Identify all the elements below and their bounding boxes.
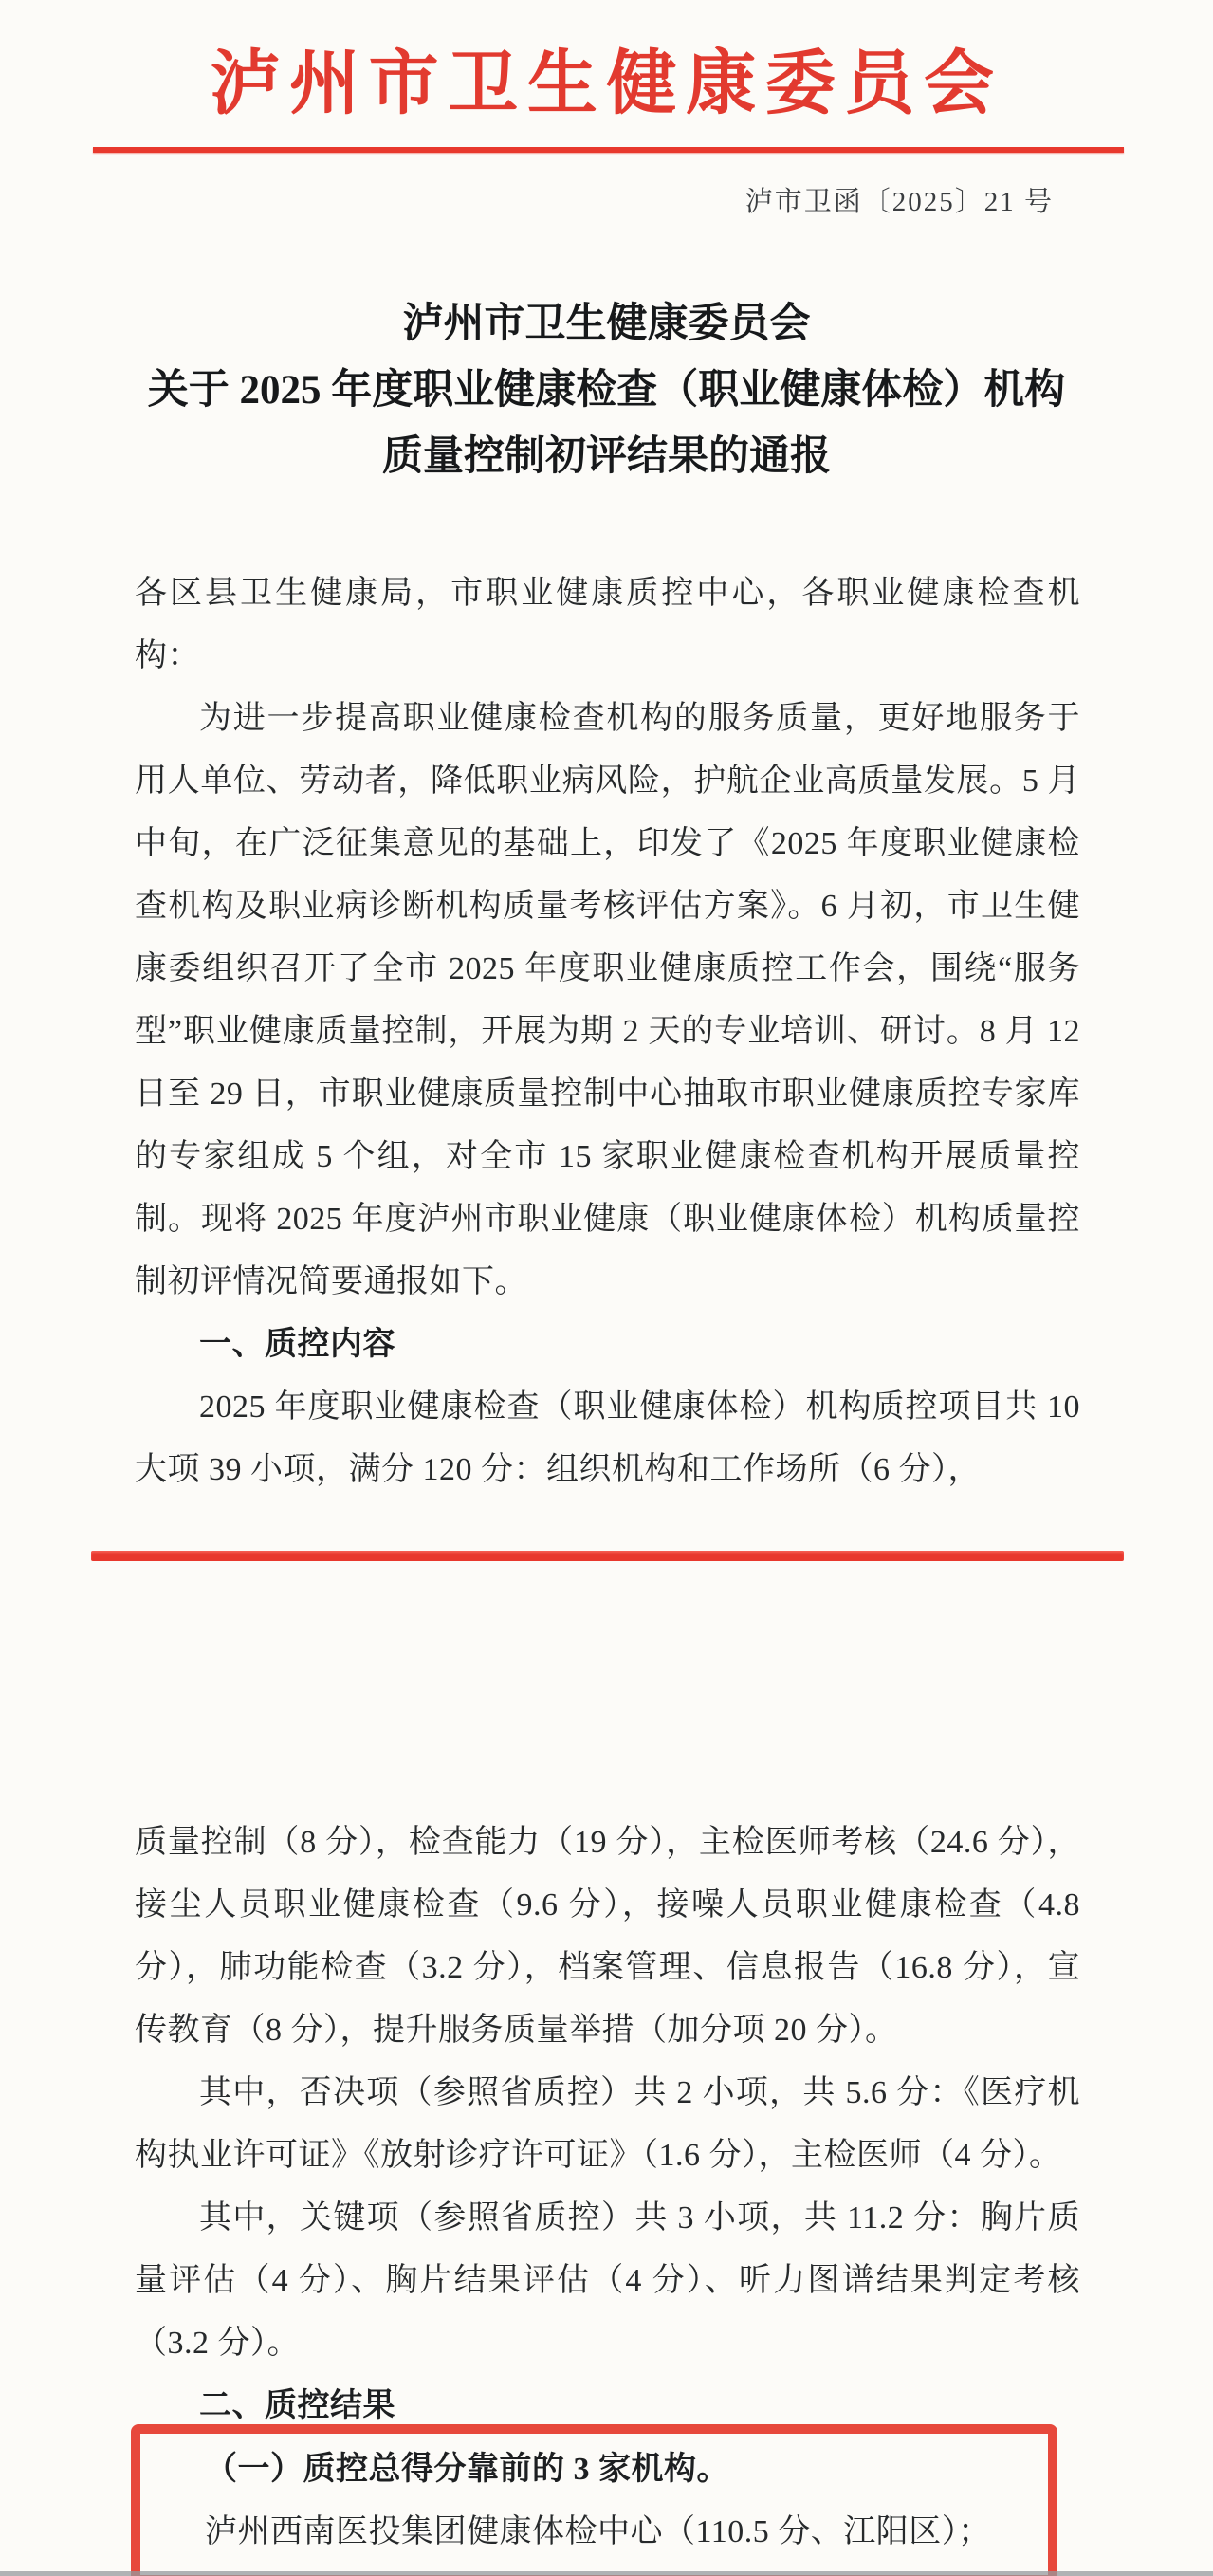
document-title-line2: 关于 2025 年度职业健康检查（职业健康体检）机构 <box>147 368 1066 413</box>
highlight-subheading: （一）质控总得分靠前的 3 家机构。 <box>205 2452 729 2487</box>
document-title-line3: 质量控制初评结果的通报 <box>382 434 831 479</box>
highlight-top-institution: 泸州西南医投集团健康体检中心（110.5 分、江阳区）； <box>205 2514 991 2549</box>
page-gap <box>0 1561 1213 1812</box>
agency-header-title: 泸州市卫生健康委员会 <box>210 46 1003 123</box>
page-break-red-rule <box>91 1551 1124 1561</box>
highlight-annotation-box <box>131 2424 1057 2576</box>
document-title-line1: 泸州市卫生健康委员会 <box>402 302 811 346</box>
paragraph-intro: 为进一步提高职业健康检查机构的服务质量，更好地服务于用人单位、劳动者，降低职业病风险，护航企业高质量发展。5 月中旬，在广泛征集意见的基础上，印发了《2025 年度职业健康检查机构及职业病诊断机构质量考核评估方案》。6 月初，市卫生健康委组织召开了全市 2025 年度职业健康质控工作会，围绕“服务型”职业健康质量控制，开展为期 2 天的专业培训、研讨。8 月 12 日至 29 日，市职业健康质量控制中心抽取市职业健康质控专家库的专家组成 5 个组，对全市 15 家职业健康检查机构开展质量控制。现将 2025 年度泸州市职业健康（职业健康体检）机构质量控制初评情况简要通报如下。 <box>135 701 1080 1299</box>
salutation: 各区县卫生健康局，市职业健康质控中心，各职业健康检查机构： <box>135 576 1080 673</box>
body-page2 <box>135 1812 1080 2438</box>
paragraph-key-items: 其中，关键项（参照省质控）共 3 小项，共 11.2 分：胸片质量评估（4 分）、胸片结果评估（4 分）、听力图谱结果判定考核（3.2 分）。 <box>135 2200 1080 2361</box>
paragraph-section1-part2: 质量控制（8 分），检查能力（19 分），主检医师考核（24.6 分），接尘人员职业健康检查（9.6 分），接噪人员职业健康检查（4.8 分），肺功能检查（3.2 分），档案管理、信息报告（16.8 分），宣传教育（8 分），提升服务质量举措（加分项 20 分）。 <box>135 1825 1080 2048</box>
paragraph-veto-items: 其中，否决项（参照省质控）共 2 小项，共 5.6 分：《医疗机构执业许可证》《放射诊疗许可证》（1.6 分），主检医师（4 分）。 <box>135 2075 1080 2173</box>
paragraph-section1-part1: 2025 年度职业健康检查（职业健康体检）机构质控项目共 10 大项 39 小项，满分 120 分：组织机构和工作场所（6 分）， <box>135 1389 1080 1487</box>
document-title <box>0 291 1213 490</box>
body-page1 <box>135 562 1080 1501</box>
section1-heading: 一、质控内容 <box>199 1327 395 1362</box>
document-number: 泸市卫函〔2025〕21 号 <box>744 187 1054 217</box>
photo-bottom-edge <box>0 2571 1213 2576</box>
section2-heading: 二、质控结果 <box>199 2388 395 2423</box>
header-red-rule <box>93 147 1124 153</box>
